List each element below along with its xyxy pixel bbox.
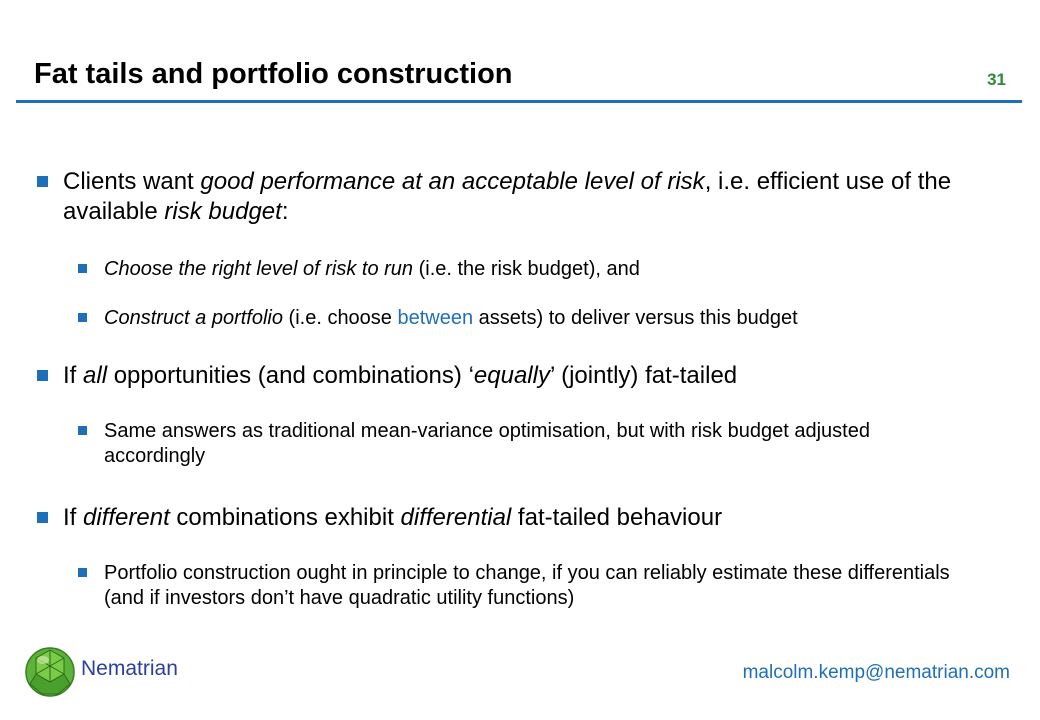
sub-bullet-choose-risk <box>104 257 954 282</box>
bullet-square-icon <box>37 370 48 381</box>
bullet-all-opportunities <box>63 361 963 391</box>
bullet-text-highlight: between <box>397 307 474 329</box>
bullet-text: (i.e. choose <box>282 307 398 329</box>
bullet-clients-want <box>63 167 963 227</box>
bullet-square-icon <box>37 512 48 523</box>
bullet-text-italic: equally <box>473 362 550 389</box>
bullet-square-icon <box>37 176 48 187</box>
bullet-text-italic: all <box>83 362 108 389</box>
bullet-text-italic: risk budget <box>164 197 282 225</box>
sub-bullet-square-icon <box>78 264 87 273</box>
sub-bullet-same-answers <box>104 419 954 469</box>
bullet-text: (i.e. the risk budget), and <box>413 258 640 280</box>
bullet-text: , i.e. efficient use of the available <box>63 168 952 225</box>
bullet-text-italic: good performance at an acceptable level of risk <box>200 168 705 195</box>
bullet-text: opportunities (and combinations) ‘ <box>107 362 474 389</box>
bullet-text-italic: Choose the right level of risk to run <box>104 258 414 280</box>
bullet-text-italic: differential <box>400 504 512 531</box>
bullet-text: : <box>281 197 289 225</box>
sub-bullet-construct-portfolio <box>104 306 954 331</box>
sub-bullet-square-icon <box>78 313 87 322</box>
sub-bullet-square-icon <box>78 426 87 435</box>
title-divider <box>16 100 1022 103</box>
sub-bullet-square-icon <box>78 568 87 577</box>
bullet-text: If <box>63 362 84 389</box>
bullet-text: combinations exhibit <box>169 504 401 531</box>
bullet-text: Same answers as traditional mean-variance optimisation, but with risk budget adjusted accordingly <box>104 420 870 467</box>
slide-number: 31 <box>987 70 1006 89</box>
bullet-text-italic: Construct a portfolio <box>104 307 283 329</box>
bullet-text: ’ (jointly) fat-tailed <box>549 362 738 389</box>
bullet-text: If <box>63 504 84 531</box>
contact-email-link[interactable]: malcolm.kemp@nematrian.com <box>742 662 1010 683</box>
slide-title: Fat tails and portfolio construction <box>34 58 513 90</box>
bullet-different-combinations <box>63 503 963 533</box>
sub-bullet-portfolio-construction <box>104 561 954 611</box>
bullet-text: fat-tailed behaviour <box>511 504 723 531</box>
green-polyhedron-logo-icon <box>24 646 76 698</box>
bullet-text: Portfolio construction ought in principle to change, if you can reliably estimate these differentials (and if investors don’t have quadratic utility functions) <box>104 562 950 609</box>
bullet-text: assets) to deliver versus this budget <box>473 307 798 329</box>
bullet-text: Clients want <box>63 168 201 195</box>
brand-name: Nematrian <box>81 657 178 680</box>
bullet-text-italic: different <box>83 504 170 531</box>
